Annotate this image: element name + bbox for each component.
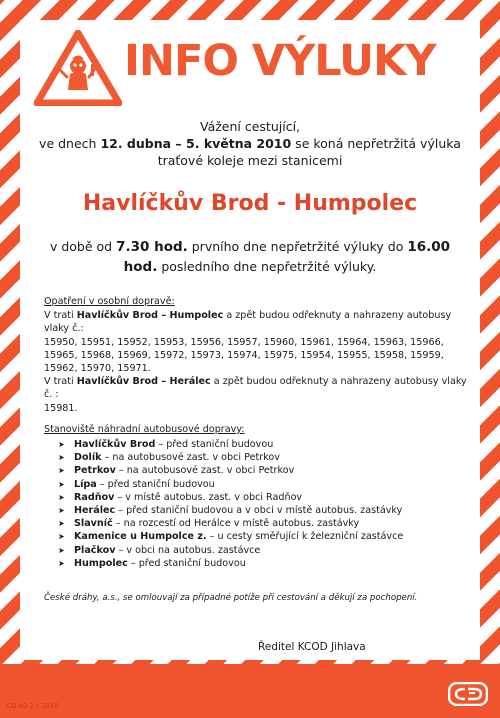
times-end: 16.00: [407, 239, 451, 255]
intro-line3: traťové koleje mezi stanicemi: [157, 153, 343, 168]
list-item: [58, 504, 470, 517]
route2-pre: V trati: [44, 376, 77, 388]
footer-band: [0, 664, 500, 718]
list-item: [58, 491, 470, 504]
intro-dates-pre: ve dnech: [39, 136, 101, 151]
list-item: [58, 478, 470, 491]
route2-trains: 15981.: [44, 402, 78, 414]
stop-name: Plačkov: [74, 544, 116, 556]
stop-name: Herálec: [74, 505, 116, 517]
stop-name: Lípa: [74, 478, 97, 490]
stop-desc: – na autobusové zast. v obci Petrkov: [115, 465, 295, 477]
list-item: [58, 557, 470, 570]
times-end-unit: hod.: [123, 259, 158, 275]
stop-desc: – na autobusové zast. v obci Petrkov: [101, 452, 280, 464]
intro-dates: 12. dubna – 5. května 2010: [100, 136, 292, 151]
stop-desc: – v obci na autobus. zastávce: [115, 544, 261, 556]
route1-paragraph: [44, 309, 470, 335]
route2-name: Havlíčkův Brod – Herálec: [76, 376, 211, 388]
page-title: INFO VÝLUKY: [124, 36, 436, 86]
list-item: [58, 544, 470, 557]
arrow-bullet-icon: ➤: [58, 466, 65, 476]
stop-name: Havlíčkův Brod: [74, 439, 156, 451]
route-title: Havlíčkův Brod - Humpolec: [82, 191, 418, 216]
intro-dates-line: [30, 135, 470, 152]
list-item: [58, 530, 470, 543]
times-pre: v době od: [49, 239, 117, 254]
signature: Ředitel KCOD Jihlava: [258, 641, 366, 653]
stop-desc: – před staniční budovou: [127, 557, 246, 569]
list-item: [58, 464, 470, 477]
times-mid: prvního dne nepřetržité výluky do: [187, 239, 408, 254]
arrow-bullet-icon: ➤: [58, 545, 65, 555]
list-item: [58, 451, 470, 464]
times-start: 7.30 hod.: [116, 239, 188, 255]
stop-desc: – před staniční budovou: [96, 478, 215, 490]
arrow-bullet-icon: ➤: [58, 532, 65, 542]
stop-desc: – před staniční budovou a v obci v místě autobus. zastávky: [115, 505, 403, 517]
intro-dates-post: se koná nepřetržitá výluka: [291, 136, 461, 151]
arrow-bullet-icon: ➤: [58, 453, 65, 463]
apology-note: České dráhy, a.s., se omlouvají za případné potíže při cestování a děkují za pochopení.: [44, 593, 418, 603]
arrow-bullet-icon: ➤: [58, 506, 65, 516]
stop-desc: – před staniční budovou: [155, 439, 274, 451]
stop-name: Dolík: [74, 452, 102, 464]
notice-body: [44, 295, 470, 570]
times-post: posledního dne nepřetržité výluky.: [157, 259, 377, 274]
stop-name: Kamenice u Humpolce z.: [74, 531, 207, 543]
stop-name: Slavníč: [74, 518, 113, 530]
osobni-heading: Opatření v osobní dopravě:: [44, 296, 175, 307]
stanoviste-heading: Stanoviště náhradní autobusové dopravy:: [44, 423, 245, 435]
arrow-bullet-icon: ➤: [58, 558, 65, 568]
closure-times: [40, 237, 460, 277]
stop-list: [44, 438, 470, 570]
stop-desc: – u cesty směřující k železniční zastávce: [206, 531, 404, 543]
arrow-bullet-icon: ➤: [58, 492, 65, 502]
arrow-bullet-icon: ➤: [58, 519, 65, 529]
stop-desc: – na rozcestí od Herálce v místě autobus. zastávky: [112, 518, 360, 530]
arrow-bullet-icon: ➤: [58, 440, 65, 450]
stop-name: Humpolec: [74, 557, 128, 569]
cd-logo-icon: [448, 682, 488, 706]
stop-name: Petrkov: [74, 465, 116, 477]
list-item: [58, 438, 470, 451]
greeting: Vážení cestující,: [199, 119, 301, 134]
route2-post: a zpět budou odřeknuty a nahrazeny autobusy vlaky č. :: [44, 376, 467, 401]
route1-pre: V trati: [44, 310, 77, 322]
stop-desc: – v místě autobus. zast. v obci Radňov: [114, 491, 303, 503]
route2-paragraph: [44, 375, 470, 401]
warning-triangle-worker-icon: [34, 30, 122, 106]
route1-trains: 15950, 15951, 15952, 15953, 15956, 15957, 15960, 15961, 15964, 15963, 15966, 15965, 15968, 15969, 15972, 15973, 15974, 15975, 15954, 15955, 15958, 15959, 15962, 15970, 15971.: [44, 336, 444, 375]
arrow-bullet-icon: ➤: [58, 479, 65, 489]
list-item: [58, 517, 470, 530]
route1-post: a zpět budou odřeknuty a nahrazeny autobusy vlaky č.:: [44, 310, 452, 335]
route1-name: Havlíčkův Brod – Humpolec: [76, 310, 224, 322]
stop-name: Radňov: [74, 491, 115, 503]
footer-code: CD 40 2 / 2010: [6, 702, 59, 710]
intro-text: [30, 118, 470, 169]
